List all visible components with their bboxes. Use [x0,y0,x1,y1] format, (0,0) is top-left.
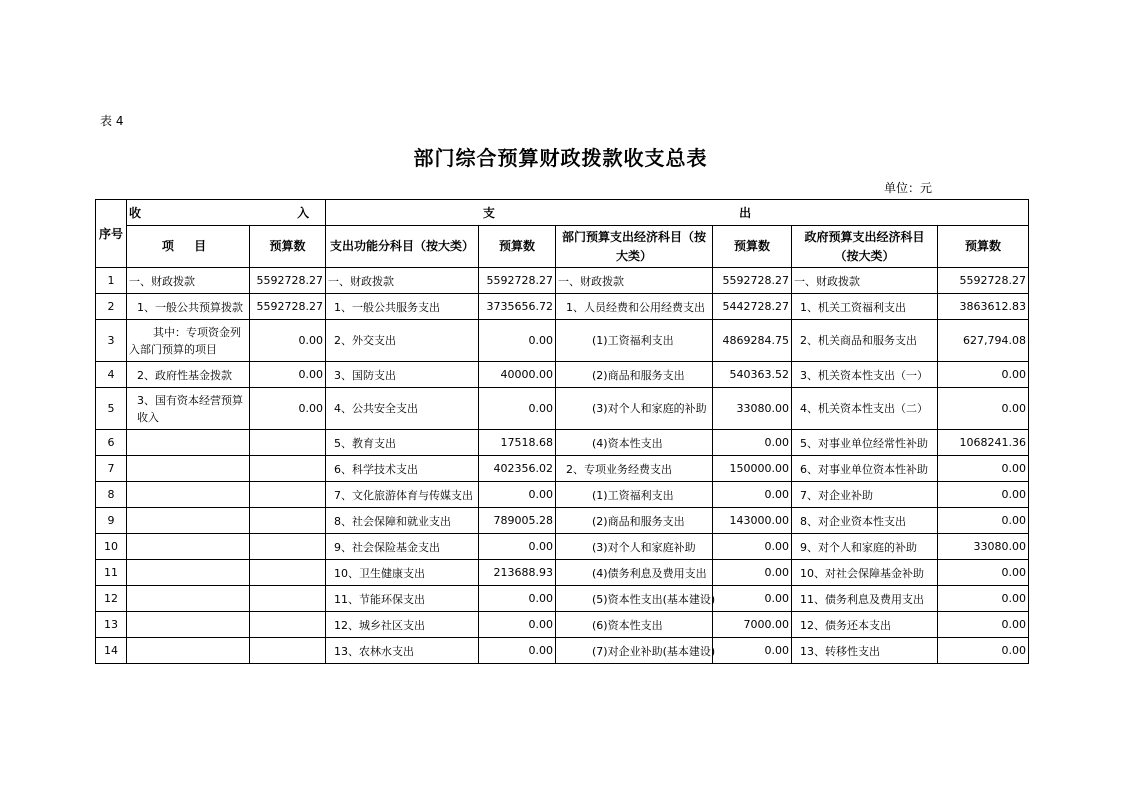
function-budget-cell: 789005.28 [479,508,556,534]
income-budget-cell [250,612,326,638]
dept-econ-item-cell: (3)对个人和家庭的补助 [556,388,713,430]
dept-econ-budget-cell: 540363.52 [713,362,792,388]
function-budget-cell: 0.00 [479,586,556,612]
row-index-cell: 7 [96,456,127,482]
header-item: 项 目 [127,226,250,268]
income-budget-cell [250,586,326,612]
function-item-cell: 7、文化旅游体育与传媒支出 [326,482,479,508]
income-budget-cell: 0.00 [250,320,326,362]
row-index-cell: 2 [96,294,127,320]
income-item-cell [127,508,250,534]
unit-label: 单位：元 [884,181,933,195]
dept-econ-item-cell: (6)资本性支出 [556,612,713,638]
table-row [96,560,1029,586]
gov-econ-budget-cell: 0.00 [938,560,1029,586]
table-row [96,268,1029,294]
gov-econ-item-cell: 9、对个人和家庭的补助 [792,534,938,560]
header-index: 序号 [96,200,127,268]
gov-econ-item-cell: 5、对事业单位经常性补助 [792,430,938,456]
gov-econ-item-cell: 8、对企业资本性支出 [792,508,938,534]
row-index-cell: 12 [96,586,127,612]
income-item-cell: 其中：专项资金列入部门预算的项目 [127,320,250,362]
dept-econ-budget-cell: 4869284.75 [713,320,792,362]
function-item-cell: 12、城乡社区支出 [326,612,479,638]
dept-econ-item-cell: (1)工资福利支出 [556,482,713,508]
gov-econ-budget-cell: 0.00 [938,586,1029,612]
income-budget-cell: 0.00 [250,362,326,388]
dept-econ-item-cell: (1)工资福利支出 [556,320,713,362]
dept-econ-budget-cell: 7000.00 [713,612,792,638]
gov-econ-item-cell: 1、机关工资福利支出 [792,294,938,320]
dept-econ-item-cell: (4)债务利息及费用支出 [556,560,713,586]
function-item-cell: 5、教育支出 [326,430,479,456]
dept-econ-item-cell: 一、财政拨款 [556,268,713,294]
dept-econ-item-cell: 2、专项业务经费支出 [556,456,713,482]
function-item-cell: 6、科学技术支出 [326,456,479,482]
gov-econ-budget-cell: 0.00 [938,456,1029,482]
header-dept-econ-class: 部门预算支出经济科目（按大类） [556,226,713,268]
income-item-cell [127,482,250,508]
row-index-cell: 13 [96,612,127,638]
income-item-cell: 2、政府性基金拨款 [127,362,250,388]
function-budget-cell: 213688.93 [479,560,556,586]
income-budget-cell [250,456,326,482]
income-item-cell: 3、国有资本经营预算收入 [127,388,250,430]
table-row [96,638,1029,664]
header-budget-func: 预算数 [479,226,556,268]
gov-econ-budget-cell: 3863612.83 [938,294,1029,320]
function-item-cell: 一、财政拨款 [326,268,479,294]
function-budget-cell: 0.00 [479,534,556,560]
table-row [96,320,1029,362]
gov-econ-budget-cell: 0.00 [938,612,1029,638]
dept-econ-item-cell: (7)对企业补助(基本建设) [556,638,713,664]
dept-econ-budget-cell: 0.00 [713,638,792,664]
income-item-cell [127,586,250,612]
function-item-cell: 8、社会保障和就业支出 [326,508,479,534]
function-budget-cell: 3735656.72 [479,294,556,320]
header-expense-group: 支 出 [326,200,1029,226]
function-budget-cell: 402356.02 [479,456,556,482]
gov-econ-budget-cell: 0.00 [938,508,1029,534]
table-row [96,482,1029,508]
function-budget-cell: 40000.00 [479,362,556,388]
table-row [96,508,1029,534]
income-budget-cell [250,482,326,508]
dept-econ-budget-cell: 0.00 [713,534,792,560]
function-budget-cell: 0.00 [479,388,556,430]
table-number: 表 4 [100,114,124,128]
function-item-cell: 3、国防支出 [326,362,479,388]
dept-econ-budget-cell: 150000.00 [713,456,792,482]
table-row [96,586,1029,612]
function-item-cell: 11、节能环保支出 [326,586,479,612]
gov-econ-budget-cell: 0.00 [938,388,1029,430]
gov-econ-budget-cell: 0.00 [938,362,1029,388]
table-row [96,456,1029,482]
income-budget-cell [250,638,326,664]
dept-econ-budget-cell: 5592728.27 [713,268,792,294]
income-budget-cell [250,560,326,586]
header-budget-gov: 预算数 [938,226,1029,268]
income-item-cell [127,638,250,664]
row-index-cell: 6 [96,430,127,456]
table-row [96,294,1029,320]
income-budget-cell [250,430,326,456]
income-budget-cell [250,534,326,560]
table-row [96,362,1029,388]
function-budget-cell: 0.00 [479,320,556,362]
function-item-cell: 9、社会保险基金支出 [326,534,479,560]
row-index-cell: 11 [96,560,127,586]
function-budget-cell: 0.00 [479,612,556,638]
header-function-class: 支出功能分科目（按大类） [326,226,479,268]
function-budget-cell: 5592728.27 [479,268,556,294]
income-item-cell [127,560,250,586]
header-income-group: 收 入 [127,200,326,226]
gov-econ-item-cell: 12、债务还本支出 [792,612,938,638]
dept-econ-budget-cell: 0.00 [713,430,792,456]
dept-econ-budget-cell: 0.00 [713,560,792,586]
gov-econ-item-cell: 11、债务利息及费用支出 [792,586,938,612]
row-index-cell: 5 [96,388,127,430]
gov-econ-item-cell: 3、机关资本性支出（一） [792,362,938,388]
table-row [96,612,1029,638]
gov-econ-budget-cell: 0.00 [938,482,1029,508]
function-budget-cell: 17518.68 [479,430,556,456]
function-item-cell: 13、农林水支出 [326,638,479,664]
header-budget-income: 预算数 [250,226,326,268]
income-item-cell [127,456,250,482]
dept-econ-item-cell: (5)资本性支出(基本建设) [556,586,713,612]
dept-econ-item-cell: (2)商品和服务支出 [556,508,713,534]
dept-econ-item-cell: 1、人员经费和公用经费支出 [556,294,713,320]
dept-econ-budget-cell: 5442728.27 [713,294,792,320]
gov-econ-item-cell: 7、对企业补助 [792,482,938,508]
gov-econ-item-cell: 13、转移性支出 [792,638,938,664]
table-row [96,388,1029,430]
income-item-cell [127,612,250,638]
function-item-cell: 10、卫生健康支出 [326,560,479,586]
dept-econ-budget-cell: 143000.00 [713,508,792,534]
income-budget-cell [250,508,326,534]
function-item-cell: 2、外交支出 [326,320,479,362]
row-index-cell: 1 [96,268,127,294]
gov-econ-item-cell: 6、对事业单位资本性补助 [792,456,938,482]
header-gov-econ-class: 政府预算支出经济科目（按大类） [792,226,938,268]
row-index-cell: 14 [96,638,127,664]
income-item-cell: 1、一般公共预算拨款 [127,294,250,320]
table-row [96,534,1029,560]
dept-econ-budget-cell: 0.00 [713,586,792,612]
gov-econ-item-cell: 2、机关商品和服务支出 [792,320,938,362]
dept-econ-budget-cell: 33080.00 [713,388,792,430]
gov-econ-item-cell: 10、对社会保障基金补助 [792,560,938,586]
income-item-cell [127,534,250,560]
dept-econ-budget-cell: 0.00 [713,482,792,508]
income-budget-cell: 0.00 [250,388,326,430]
dept-econ-item-cell: (3)对个人和家庭补助 [556,534,713,560]
function-budget-cell: 0.00 [479,638,556,664]
income-budget-cell: 5592728.27 [250,268,326,294]
income-item-cell [127,430,250,456]
function-budget-cell: 0.00 [479,482,556,508]
gov-econ-budget-cell: 5592728.27 [938,268,1029,294]
function-item-cell: 1、一般公共服务支出 [326,294,479,320]
row-index-cell: 3 [96,320,127,362]
gov-econ-budget-cell: 627,794.08 [938,320,1029,362]
gov-econ-budget-cell: 1068241.36 [938,430,1029,456]
gov-econ-item-cell: 4、机关资本性支出（二） [792,388,938,430]
gov-econ-budget-cell: 33080.00 [938,534,1029,560]
row-index-cell: 4 [96,362,127,388]
row-index-cell: 10 [96,534,127,560]
dept-econ-item-cell: (2)商品和服务支出 [556,362,713,388]
income-budget-cell: 5592728.27 [250,294,326,320]
function-item-cell: 4、公共安全支出 [326,388,479,430]
row-index-cell: 8 [96,482,127,508]
dept-econ-item-cell: (4)资本性支出 [556,430,713,456]
page-title: 部门综合预算财政拨款收支总表 [413,146,708,170]
row-index-cell: 9 [96,508,127,534]
table-row [96,430,1029,456]
header-budget-dept: 预算数 [713,226,792,268]
income-item-cell: 一、财政拨款 [127,268,250,294]
gov-econ-budget-cell: 0.00 [938,638,1029,664]
gov-econ-item-cell: 一、财政拨款 [792,268,938,294]
budget-summary-table [95,199,1029,664]
